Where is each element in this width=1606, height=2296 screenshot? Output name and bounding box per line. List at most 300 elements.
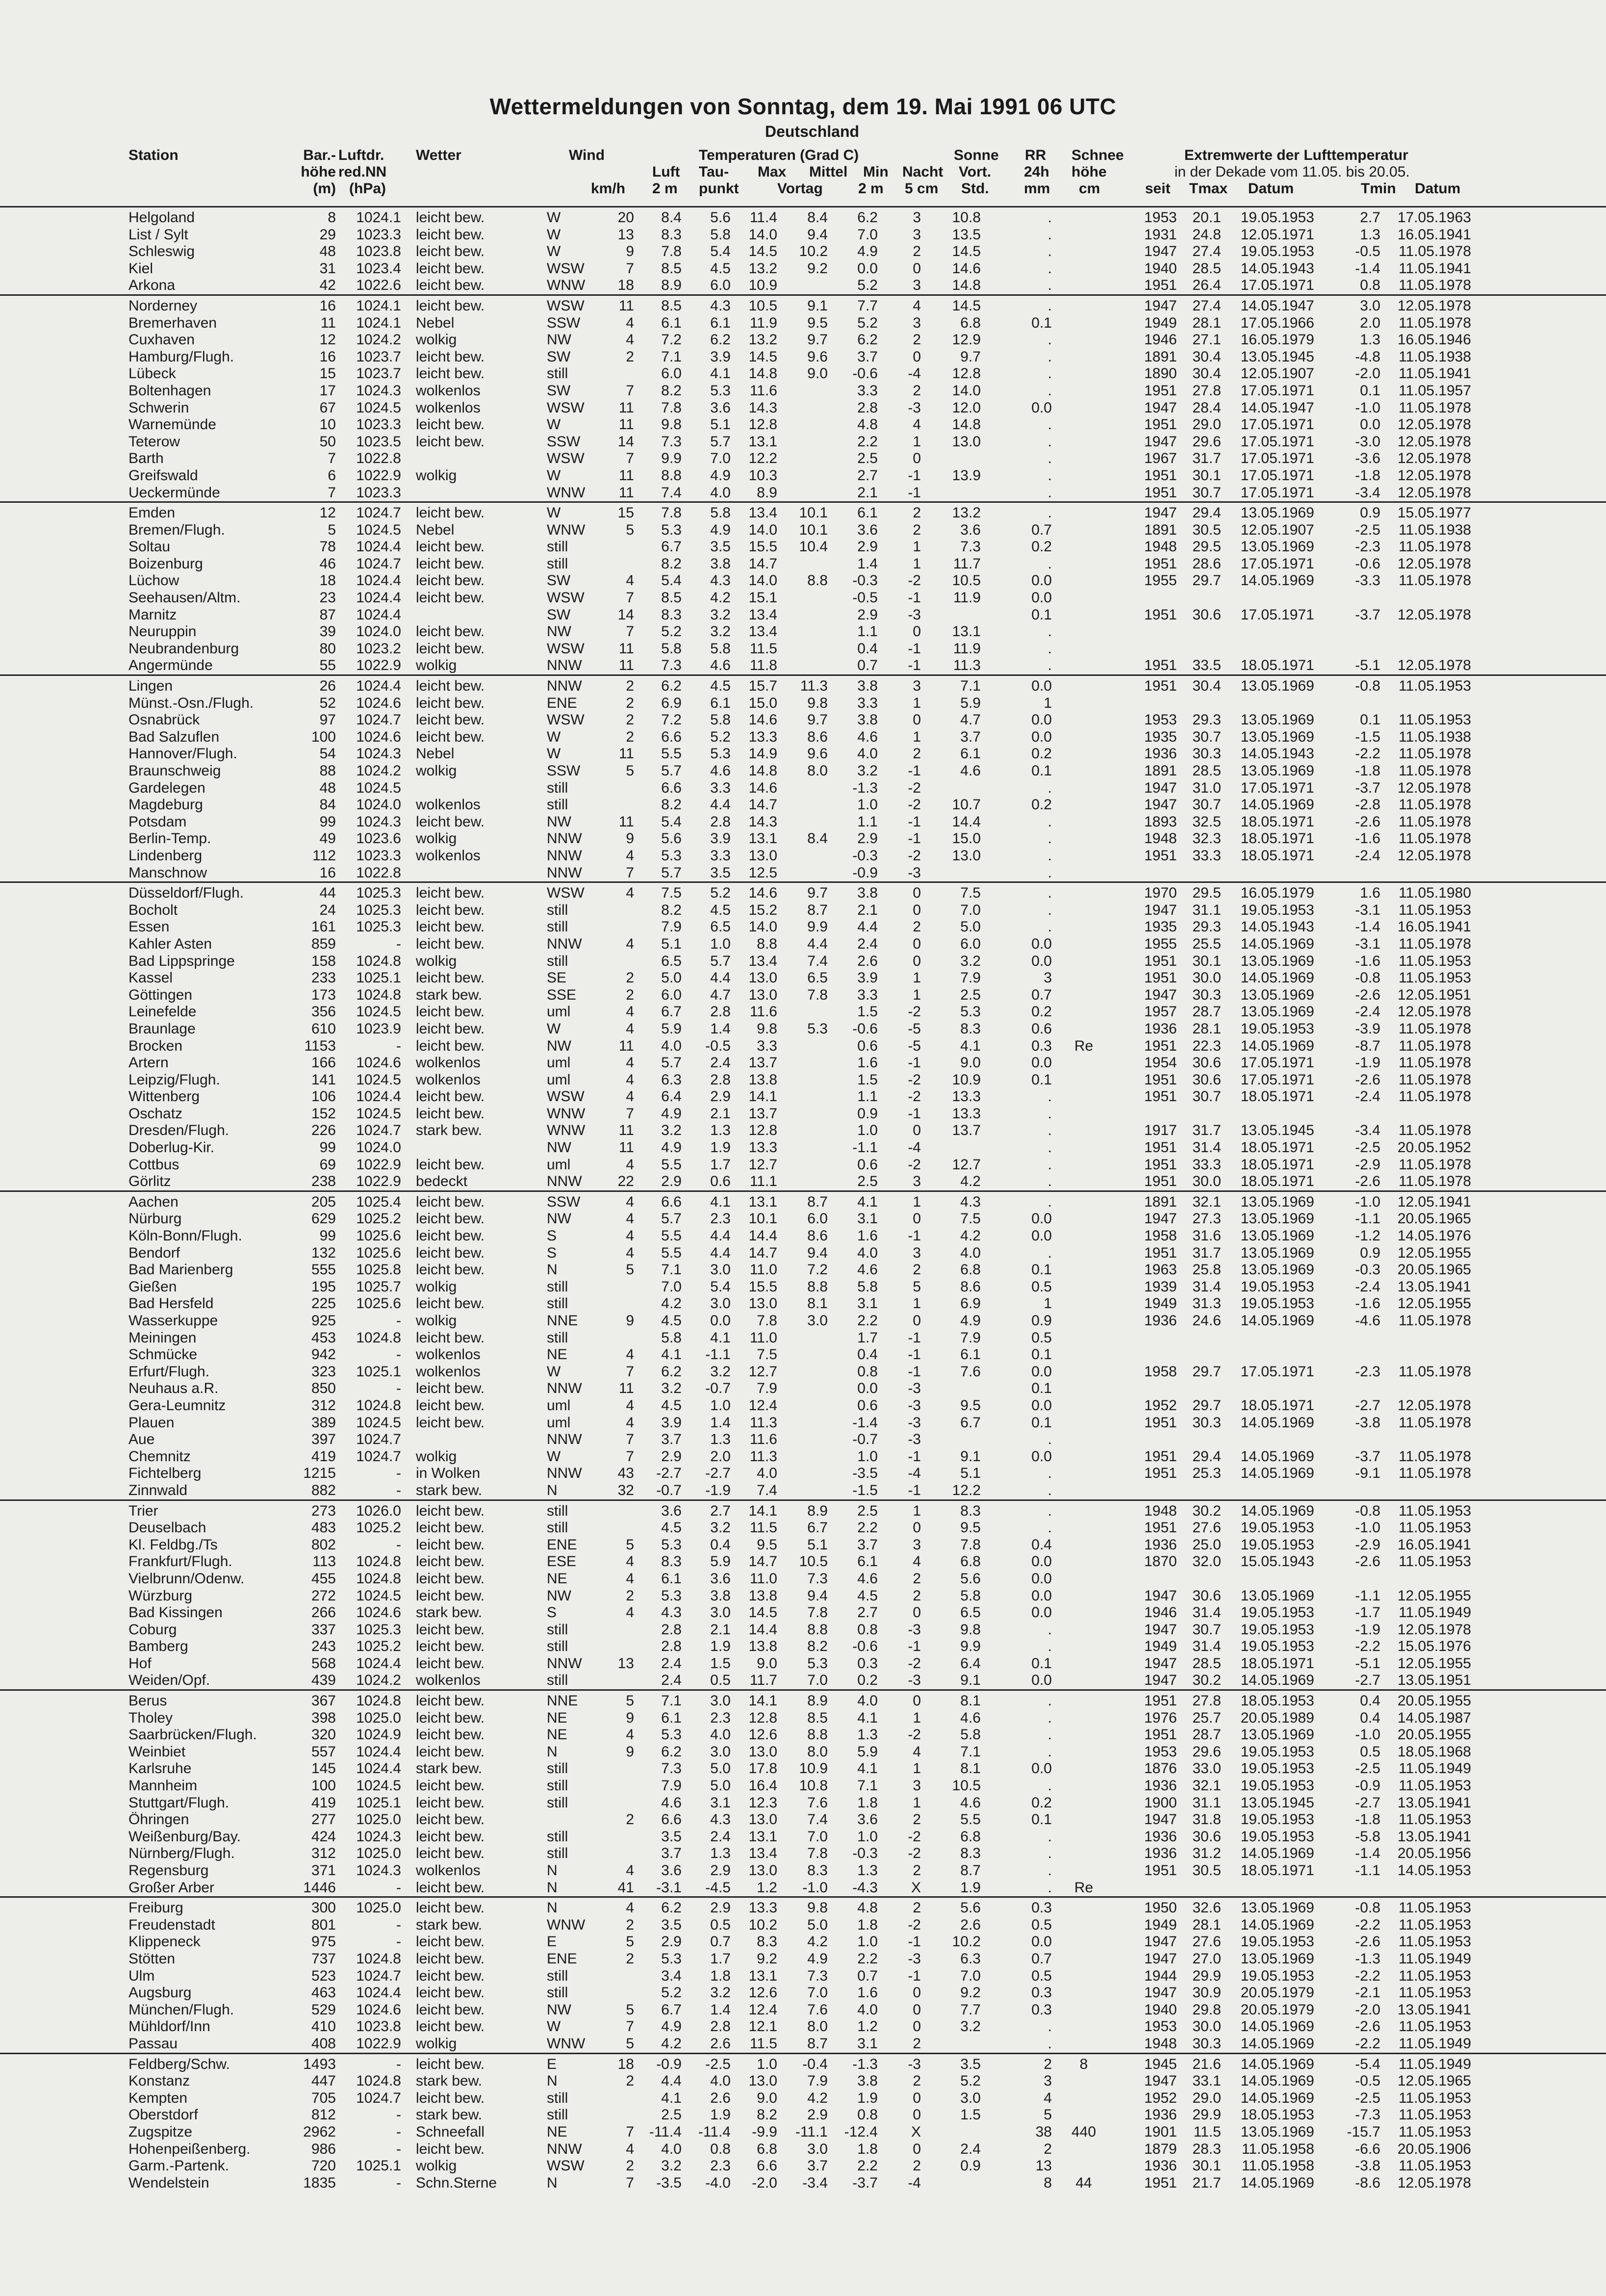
record-tmax-cell: 30.0 — [1192, 1173, 1221, 1190]
wind-direction-cell: NNW — [547, 847, 582, 864]
record-since-cell: 1951 — [1144, 1727, 1177, 1743]
record-tmax-date-cell: 19.05.1953 — [1240, 1278, 1314, 1295]
temp-night-cell: -1 — [908, 1934, 921, 1950]
wind-speed-cell: 7 — [626, 623, 634, 640]
temp-night-cell: -2 — [908, 572, 921, 589]
temp-mean-cell: -0.4 — [802, 2056, 828, 2072]
wind-direction-cell: N — [547, 1482, 558, 1498]
temp-mean-cell: 9.7 — [807, 712, 828, 728]
precipitation-cell: . — [1047, 1105, 1052, 1122]
station-cell: Bad Kissingen — [128, 1604, 223, 1621]
wind-direction-cell: SSW — [547, 763, 581, 779]
temp-mean-cell: 4.2 — [807, 2090, 828, 2106]
station-cell: Nürnberg/Flugh. — [128, 1845, 235, 1862]
pressure-cell: 1025.6 — [356, 1295, 401, 1312]
weather-cell: leicht bew. — [416, 712, 485, 728]
precipitation-cell: 0.5 — [1031, 1916, 1052, 1933]
pressure-cell: 1023.7 — [356, 365, 401, 382]
wind-direction-cell: NNE — [547, 1313, 578, 1329]
record-tmax-date-cell: 13.05.1969 — [1240, 1244, 1314, 1261]
wind-speed-cell: 7 — [626, 260, 634, 277]
temp-max-cell: 12.8 — [748, 1709, 777, 1726]
record-tmin-cell: -2.5 — [1355, 2090, 1380, 2106]
pressure-cell: 1024.5 — [356, 1778, 401, 1794]
precipitation-cell: 0.0 — [1031, 728, 1052, 745]
record-tmax-cell: 30.6 — [1192, 1055, 1221, 1071]
temp-mean-cell: 10.2 — [799, 243, 828, 260]
temp-mean-cell: 6.0 — [807, 1211, 828, 1227]
weather-cell: leicht bew. — [416, 1570, 485, 1587]
precipitation-cell: 0.1 — [1031, 763, 1052, 779]
record-since-cell: 1947 — [1144, 1950, 1177, 1967]
temp-max-cell: 7.5 — [757, 1346, 777, 1363]
record-tmin-cell: -0.3 — [1355, 1262, 1380, 1278]
weather-cell: wolkig — [416, 2035, 457, 2052]
precipitation-cell: . — [1047, 505, 1052, 521]
temp-min-cell: 1.2 — [857, 2018, 878, 2035]
table-row — [0, 641, 1606, 658]
temp-min-cell: 3.8 — [857, 885, 878, 902]
record-tmin-date-cell: 11.05.1978 — [1399, 1055, 1471, 1071]
bar-height-cell: 389 — [311, 1414, 336, 1431]
table-row — [0, 209, 1606, 227]
record-tmax-date-cell: 14.05.1969 — [1240, 1845, 1314, 1862]
record-tmin-cell: -3.0 — [1355, 433, 1380, 450]
bar-height-cell: 7 — [328, 450, 336, 467]
weather-cell: leicht bew. — [416, 348, 485, 365]
temp-min-cell: -0.5 — [852, 590, 878, 606]
temp-night-cell: 4 — [913, 297, 921, 314]
weather-cell: stark bew. — [416, 1916, 483, 1933]
table-row — [0, 572, 1606, 590]
temp-night-cell: 0 — [913, 1122, 921, 1139]
temp-max-cell: 15.2 — [748, 902, 777, 918]
sunshine-cell: 15.0 — [952, 830, 981, 847]
air-temp-cell: 5.5 — [661, 746, 682, 762]
table-row — [0, 970, 1606, 987]
record-since-cell: 1953 — [1144, 2018, 1177, 2035]
record-since-cell: 1949 — [1144, 1638, 1177, 1655]
bar-height-cell: 7 — [328, 484, 336, 501]
record-tmin-date-cell: 11.05.1953 — [1399, 1900, 1471, 1916]
table-row — [0, 1364, 1606, 1381]
temp-mean-cell: 8.9 — [807, 1693, 828, 1709]
header-sonne-3: Std. — [961, 181, 989, 197]
temp-night-cell: 2 — [913, 521, 921, 538]
table-row — [0, 607, 1606, 624]
wind-speed-cell: 11 — [618, 1380, 634, 1397]
temp-max-cell: 1.2 — [757, 1879, 777, 1896]
station-group — [0, 1499, 1606, 1690]
dew-point-cell: 3.2 — [710, 606, 731, 623]
precipitation-cell: . — [1047, 1122, 1052, 1139]
temp-night-cell: 0 — [913, 2107, 921, 2123]
table-row — [0, 1951, 1606, 1968]
wind-direction-cell: W — [547, 416, 561, 433]
temp-mean-cell: 5.3 — [807, 1655, 828, 1672]
sunshine-cell: 12.0 — [952, 399, 981, 416]
temp-min-cell: 1.0 — [857, 797, 878, 813]
record-tmin-date-cell: 11.05.1941 — [1399, 260, 1471, 277]
wind-direction-cell: NNW — [547, 2141, 582, 2157]
table-row — [0, 797, 1606, 814]
sunshine-cell: 9.8 — [960, 1621, 981, 1638]
record-tmin-cell: -1.6 — [1355, 830, 1380, 847]
dew-point-cell: 5.6 — [710, 209, 731, 226]
wind-speed-cell: 4 — [626, 1020, 634, 1037]
dew-point-cell: 3.3 — [710, 847, 731, 864]
wind-direction-cell: NW — [547, 813, 571, 830]
bar-height-cell: 152 — [311, 1105, 336, 1122]
wind-direction-cell: uml — [547, 1156, 571, 1173]
pressure-cell: 1022.9 — [356, 1156, 401, 1173]
air-temp-cell: 6.7 — [661, 1004, 682, 1020]
bar-height-cell: 320 — [311, 1727, 336, 1743]
dew-point-cell: 4.1 — [710, 1329, 731, 1346]
table-row — [0, 1313, 1606, 1330]
temp-max-cell: 10.9 — [748, 277, 777, 294]
record-since-cell: 1953 — [1144, 712, 1177, 728]
temp-night-cell: 3 — [913, 209, 921, 226]
precipitation-cell: . — [1047, 484, 1052, 501]
precipitation-cell: . — [1047, 1244, 1052, 1261]
record-tmin-date-cell: 11.05.1978 — [1399, 1448, 1471, 1465]
record-tmax-cell: 33.1 — [1192, 2073, 1221, 2090]
record-since-cell: 1936 — [1144, 2107, 1177, 2123]
wind-speed-cell: 4 — [626, 1244, 634, 1261]
record-tmax-cell: 28.7 — [1192, 1727, 1221, 1743]
sunshine-cell: 7.7 — [960, 2001, 981, 2018]
pressure-cell: 1024.8 — [356, 1553, 401, 1570]
record-since-cell: 1949 — [1144, 314, 1177, 331]
record-tmax-date-cell: 18.05.1971 — [1240, 1655, 1314, 1672]
air-temp-cell: 7.3 — [661, 657, 682, 674]
record-tmax-cell: 28.5 — [1192, 260, 1221, 277]
temp-night-cell: 0 — [913, 348, 921, 365]
station-cell: Bad Salzuflen — [128, 728, 220, 745]
record-tmax-date-cell: 13.05.1969 — [1240, 2123, 1314, 2140]
air-temp-cell: 5.4 — [661, 813, 682, 830]
temp-max-cell: 13.4 — [748, 606, 777, 623]
temp-mean-cell: 8.4 — [807, 209, 828, 226]
wind-speed-cell: 2 — [626, 1916, 634, 1933]
precipitation-cell: . — [1047, 1193, 1052, 1210]
precipitation-cell: . — [1047, 365, 1052, 382]
temp-mean-cell: 7.3 — [807, 1570, 828, 1587]
air-temp-cell: 6.0 — [661, 986, 682, 1003]
record-tmin-date-cell: 12.05.1951 — [1397, 986, 1471, 1003]
wind-speed-cell: 4 — [626, 935, 634, 952]
record-tmax-date-cell: 18.05.1971 — [1240, 1397, 1314, 1414]
temp-max-cell: 6.8 — [757, 2141, 777, 2157]
record-tmax-date-cell: 17.05.1971 — [1240, 382, 1314, 399]
temp-max-cell: 14.7 — [748, 555, 777, 572]
record-tmax-cell: 28.5 — [1192, 1655, 1221, 1672]
record-since-cell: 1947 — [1144, 297, 1177, 314]
pressure-cell: 1026.0 — [356, 1502, 401, 1519]
weather-cell: leicht bew. — [416, 1397, 485, 1414]
table-row — [0, 729, 1606, 746]
temp-min-cell: 1.8 — [857, 2141, 878, 2157]
bar-height-cell: 55 — [319, 657, 336, 674]
temp-max-cell: 13.4 — [748, 1845, 777, 1862]
temp-night-cell: 0 — [913, 935, 921, 952]
temp-min-cell: 6.1 — [857, 505, 878, 521]
dew-point-cell: 3.5 — [710, 539, 731, 555]
record-tmax-date-cell: 18.05.1971 — [1240, 1088, 1314, 1105]
temp-min-cell: 1.3 — [857, 1727, 878, 1743]
wind-speed-cell: 4 — [626, 1727, 634, 1743]
record-tmin-date-cell: 11.05.1978 — [1399, 1020, 1471, 1037]
temp-night-cell: -3 — [908, 1397, 921, 1414]
record-tmax-cell: 30.2 — [1192, 1672, 1221, 1689]
weather-cell: leicht bew. — [416, 1244, 485, 1261]
bar-height-cell: 69 — [319, 1156, 336, 1173]
temp-min-cell: 4.1 — [857, 1193, 878, 1210]
precipitation-cell: . — [1047, 1482, 1052, 1498]
dew-point-cell: 1.8 — [710, 1967, 731, 1984]
temp-min-cell: 1.0 — [857, 1122, 878, 1139]
record-since-cell: 1976 — [1144, 1709, 1177, 1726]
record-tmax-date-cell: 14.05.1969 — [1240, 572, 1314, 589]
wind-direction-cell: NW — [547, 1037, 571, 1054]
temp-min-cell: 3.6 — [857, 521, 878, 538]
precipitation-cell: 0.1 — [1031, 314, 1052, 331]
record-tmin-cell: -2.9 — [1355, 1156, 1380, 1173]
record-tmax-date-cell: 19.05.1953 — [1240, 1743, 1314, 1760]
record-tmax-date-cell: 14.05.1943 — [1240, 260, 1314, 277]
pressure-cell: 1024.5 — [356, 521, 401, 538]
record-tmin-cell: -1.7 — [1355, 1604, 1380, 1621]
bar-height-cell: 1835 — [303, 2174, 336, 2191]
temp-night-cell: -2 — [908, 1004, 921, 1020]
temp-min-cell: 3.1 — [857, 1211, 878, 1227]
record-tmax-cell: 29.7 — [1192, 1363, 1221, 1380]
record-tmin-cell: -2.1 — [1355, 1985, 1380, 2001]
temp-night-cell: -1 — [908, 1967, 921, 1984]
bar-height-cell: 419 — [311, 1448, 336, 1465]
wind-speed-cell: 7 — [626, 1105, 634, 1122]
record-since-cell: 1947 — [1144, 1934, 1177, 1950]
bar-height-cell: 87 — [319, 606, 336, 623]
dew-point-cell: 4.5 — [710, 678, 731, 695]
temp-night-cell: -2 — [908, 1071, 921, 1088]
temp-night-cell: 1 — [913, 986, 921, 1003]
bar-height-cell: 337 — [311, 1621, 336, 1638]
temp-min-cell: 0.0 — [857, 1380, 878, 1397]
wind-direction-cell: still — [547, 539, 568, 555]
record-tmin-cell: 0.0 — [1360, 416, 1380, 433]
air-temp-cell: 8.3 — [661, 606, 682, 623]
header-luft-1: Luft — [652, 164, 680, 180]
pressure-cell: 1024.7 — [356, 1967, 401, 1984]
wind-direction-cell: NW — [547, 2001, 571, 2018]
temp-night-cell: -3 — [908, 1431, 921, 1448]
snow-depth-cell: 8 — [1079, 2056, 1088, 2072]
table-row — [0, 227, 1606, 244]
temp-mean-cell: 8.7 — [807, 902, 828, 918]
record-tmax-date-cell: 19.05.1953 — [1240, 1536, 1314, 1553]
bar-height-cell: 323 — [311, 1363, 336, 1380]
table-row — [0, 1346, 1606, 1364]
temp-min-cell: 1.3 — [857, 1862, 878, 1879]
wind-speed-cell: 4 — [626, 885, 634, 902]
wind-direction-cell: SSE — [547, 986, 577, 1003]
wind-speed-cell: 11 — [618, 813, 634, 830]
bar-height-cell: 812 — [311, 2107, 336, 2123]
sunshine-cell: 6.3 — [960, 1950, 981, 1967]
bar-height-cell: 925 — [311, 1313, 336, 1329]
record-tmax-date-cell: 14.05.1969 — [1240, 1672, 1314, 1689]
wind-direction-cell: W — [547, 1448, 561, 1465]
record-tmax-date-cell: 14.05.1943 — [1240, 919, 1314, 935]
air-temp-cell: -2.7 — [656, 1465, 682, 1482]
air-temp-cell: 7.1 — [661, 1693, 682, 1709]
sunshine-cell: 2.6 — [960, 1916, 981, 1933]
temp-night-cell: 2 — [913, 243, 921, 260]
wind-direction-cell: ENE — [547, 695, 577, 711]
weather-cell: leicht bew. — [416, 1655, 485, 1672]
table-row — [0, 1173, 1606, 1190]
precipitation-cell: 0.5 — [1031, 1967, 1052, 1984]
record-tmin-cell: -3.7 — [1355, 1448, 1380, 1465]
dew-point-cell: 3.9 — [710, 830, 731, 847]
record-tmin-cell: 0.9 — [1360, 1244, 1380, 1261]
wind-direction-cell: NW — [547, 623, 571, 640]
record-tmin-cell: -2.4 — [1355, 1088, 1380, 1105]
air-temp-cell: 4.1 — [661, 1346, 682, 1363]
record-since-cell: 1947 — [1144, 902, 1177, 918]
record-tmax-date-cell: 16.05.1979 — [1240, 332, 1314, 348]
record-tmax-cell: 28.7 — [1192, 1004, 1221, 1020]
weather-cell: leicht bew. — [416, 555, 485, 572]
sunshine-cell: 14.8 — [952, 416, 981, 433]
temp-min-cell: 2.2 — [857, 1313, 878, 1329]
bar-height-cell: 557 — [311, 1743, 336, 1760]
sunshine-cell: 2.4 — [960, 2141, 981, 2157]
temp-max-cell: 14.5 — [748, 348, 777, 365]
air-temp-cell: 8.5 — [661, 297, 682, 314]
precipitation-cell: . — [1047, 226, 1052, 243]
dew-point-cell: 1.0 — [710, 1397, 731, 1414]
record-since-cell: 1951 — [1144, 277, 1177, 294]
record-since-cell: 1949 — [1144, 1916, 1177, 1933]
sunshine-cell: 4.7 — [960, 712, 981, 728]
header-schnee-1: Schnee — [1071, 147, 1124, 163]
record-since-cell: 1949 — [1144, 1295, 1177, 1312]
wind-direction-cell: still — [547, 1828, 568, 1845]
bar-height-cell: 371 — [311, 1862, 336, 1879]
temp-night-cell: -3 — [908, 606, 921, 623]
precipitation-cell: 2 — [1044, 2056, 1052, 2072]
dew-point-cell: 5.8 — [710, 226, 731, 243]
header-bar-1: Bar.- — [303, 147, 336, 163]
record-tmin-cell: -2.2 — [1355, 1916, 1380, 1933]
temp-min-cell: 1.5 — [857, 1071, 878, 1088]
station-cell: Seehausen/Altm. — [128, 590, 241, 606]
record-since-cell: 1951 — [1144, 1156, 1177, 1173]
record-since-cell: 1893 — [1144, 813, 1177, 830]
wind-direction-cell: NW — [547, 1587, 571, 1604]
record-tmax-cell: 27.1 — [1192, 332, 1221, 348]
wind-direction-cell: WSW — [547, 590, 585, 606]
bar-height-cell: 113 — [312, 1553, 336, 1570]
temp-mean-cell: 8.2 — [807, 1638, 828, 1655]
temp-night-cell: -2 — [908, 797, 921, 813]
air-temp-cell: 2.8 — [661, 1621, 682, 1638]
temp-night-cell: 2 — [913, 1862, 921, 1879]
bar-height-cell: 44 — [319, 885, 336, 902]
record-tmax-date-cell: 16.05.1979 — [1240, 885, 1314, 902]
temp-max-cell: 11.6 — [749, 382, 777, 399]
record-tmax-cell: 28.1 — [1192, 1020, 1221, 1037]
wind-speed-cell: 13 — [617, 1655, 634, 1672]
record-tmin-date-cell: 11.05.1953 — [1399, 1967, 1471, 1984]
record-tmin-date-cell: 11.05.1953 — [1399, 1916, 1471, 1933]
bar-height-cell: 1446 — [303, 1879, 336, 1896]
temp-min-cell: 2.2 — [857, 433, 878, 450]
precipitation-cell: 0.1 — [1031, 1414, 1052, 1431]
pressure-cell: 1024.5 — [356, 1071, 401, 1088]
temp-min-cell: 1.8 — [857, 1794, 878, 1811]
bar-height-cell: 419 — [311, 1794, 336, 1811]
weather-cell: leicht bew. — [416, 640, 485, 657]
weather-cell: leicht bew. — [416, 623, 485, 640]
pressure-cell: 1024.7 — [356, 1122, 401, 1139]
record-since-cell: 1939 — [1144, 1278, 1177, 1295]
temp-min-cell: 1.8 — [857, 1916, 878, 1933]
temp-night-cell: 3 — [913, 1244, 921, 1261]
air-temp-cell: 7.2 — [661, 332, 682, 348]
record-tmax-cell: 29.7 — [1192, 572, 1221, 589]
temp-night-cell: -1 — [908, 1055, 921, 1071]
pressure-cell: - — [396, 1313, 401, 1329]
weather-cell: in Wolken — [416, 1465, 481, 1482]
weather-cell: wolkenlos — [416, 1055, 481, 1071]
table-row — [0, 1482, 1606, 1499]
record-tmin-cell: -2.2 — [1355, 2035, 1380, 2052]
temp-night-cell: 0 — [913, 712, 921, 728]
sunshine-cell: 11.7 — [953, 555, 981, 572]
station-group — [0, 501, 1606, 674]
record-tmin-cell: -2.9 — [1355, 1536, 1380, 1553]
record-tmin-cell: -1.4 — [1355, 1845, 1380, 1862]
record-tmax-cell: 30.1 — [1192, 467, 1221, 484]
record-tmin-date-cell: 11.05.1938 — [1399, 521, 1471, 538]
temp-night-cell: -1 — [908, 1638, 921, 1655]
dew-point-cell: 0.5 — [710, 1916, 731, 1933]
air-temp-cell: 7.9 — [661, 919, 682, 935]
wind-speed-cell: 11 — [618, 1139, 634, 1156]
wind-speed-cell: 2 — [626, 1587, 634, 1604]
sunshine-cell: 11.9 — [953, 640, 981, 657]
temp-min-cell: 5.8 — [857, 1278, 878, 1295]
record-tmin-cell: -2.6 — [1355, 1173, 1380, 1190]
air-temp-cell: 6.2 — [661, 1363, 682, 1380]
record-tmin-date-cell: 18.05.1968 — [1397, 1743, 1471, 1760]
wind-direction-cell: WSW — [547, 640, 585, 657]
temp-max-cell: 13.0 — [748, 1811, 777, 1828]
header-datum-min: Datum — [1415, 181, 1461, 197]
wind-direction-cell: uml — [547, 1004, 571, 1020]
record-tmax-date-cell: 19.05.1953 — [1240, 243, 1314, 260]
temp-mean-cell: 11.3 — [800, 678, 828, 695]
record-tmin-date-cell: 12.05.1955 — [1397, 1295, 1471, 1312]
air-temp-cell: 9.9 — [661, 450, 682, 467]
dew-point-cell: 3.2 — [710, 1520, 731, 1536]
pressure-cell: 1022.6 — [356, 277, 401, 294]
wind-direction-cell: still — [547, 902, 568, 918]
